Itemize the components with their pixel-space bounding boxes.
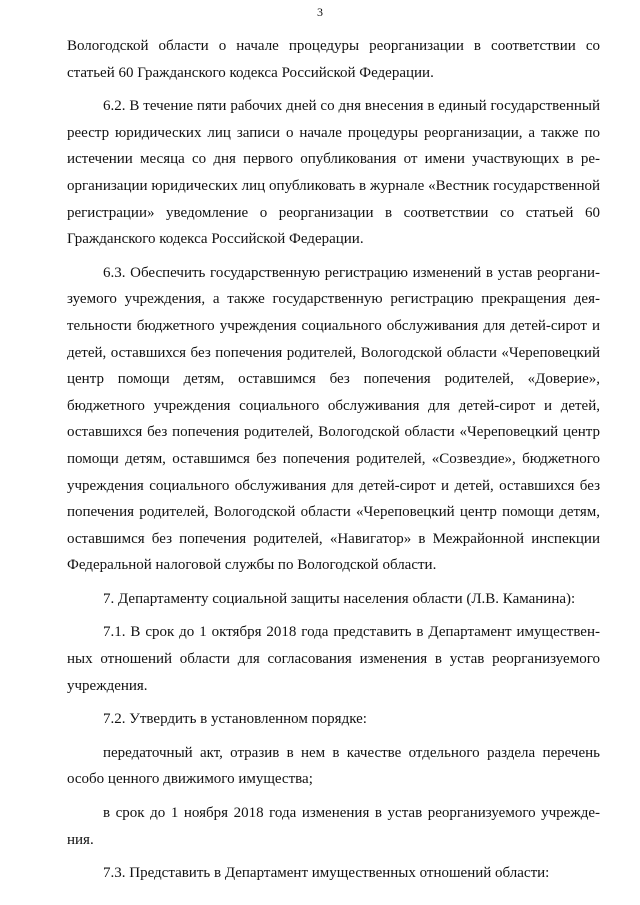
page-number: 3 xyxy=(317,5,323,19)
document-body xyxy=(67,33,600,894)
paragraph-7: 7. Департаменту социальной защиты населения области (Л.В. Каманина): xyxy=(103,590,576,607)
paragraph-6-3: 6.3. Обеспечить государственную регистрацию изменений в устав реорганизуемого учреждения, а также государственную регистрацию прекращения деятельности бюджетного учреждения социального обслуживания для детей-сирот и детей, оставшихся без попечения родителей, Вологодской области «Череповецкий центр помощи детям, оставшимся без попечения родителей, «Доверие», бюджетного учреждения социального обслуживания для детей-сирот и детей, оставшихся без попечения родителей, Вологодской области «Череповецкий центр помощи детям, оставшимся без попечения родителей, «Созвездие», бюджетного учреждения социального обслуживания для детей-сирот и детей, оставшихся без попечения родителей, Вологодской области «Череповецкий центр помощи детям, оставшимся без попечения родителей, «Навигатор» в Межрайонной инспекции Федеральной налоговой службы по Вологодской области. xyxy=(67,264,600,574)
paragraph-7-1: 7.1. В срок до 1 октября 2018 года представить в Департамент имущественных отношений области для согласования изменения в устав реорганизуемого учреждения. xyxy=(67,624,600,694)
paragraph-charter-changes: в срок до 1 ноября 2018 года изменения в устав реорганизуемого учреждения. xyxy=(67,805,600,848)
paragraph-7-3: 7.3. Представить в Департамент имущественных отношений области: xyxy=(103,865,550,882)
paragraph-6-2: 6.2. В течение пяти рабочих дней со дня внесения в единый государственный реестр юридических лиц записи о начале процедуры реорганизации, а также по истечении месяца со дня первого опубликования от имени участвующих в реорганизации юридических лиц опубликовать в журнале «Вестник государственной регистрации» уведомление о реорганизации в соответствии со статьей 60 Гражданского кодекса Российской Федерации. xyxy=(67,98,600,248)
paragraph-continuation: Вологодской области о начале процедуры реорганизации в соответствии со статьей 60 Гражданского кодекса Российской Федерации. xyxy=(67,38,600,81)
paragraph-transfer-act: передаточный акт, отразив в нем в качестве отдельного раздела перечень особо ценного движимого имущества; xyxy=(67,744,600,788)
paragraph-7-2: 7.2. Утвердить в установленном порядке: xyxy=(103,711,367,728)
